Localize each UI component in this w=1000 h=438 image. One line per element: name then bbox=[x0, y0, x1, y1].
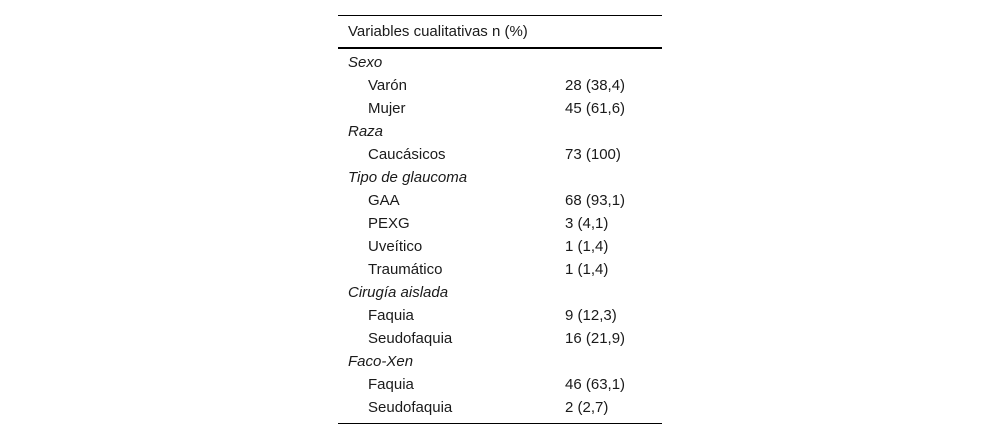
row-value: 16 (21,9) bbox=[565, 330, 626, 347]
table-row bbox=[338, 74, 662, 97]
table-row bbox=[338, 212, 662, 235]
section-header-row bbox=[338, 120, 662, 143]
section-header-row bbox=[338, 281, 662, 304]
data-table bbox=[338, 15, 662, 424]
section-header-row bbox=[338, 51, 662, 74]
row-label: Traumático bbox=[368, 261, 443, 278]
row-label: Seudofaquia bbox=[368, 330, 453, 347]
row-label: Faquia bbox=[368, 376, 414, 393]
bottom-rule bbox=[338, 423, 662, 424]
table-row bbox=[338, 235, 662, 258]
table-row bbox=[338, 258, 662, 281]
row-value: 2 (2,7) bbox=[565, 399, 609, 416]
section-title: Raza bbox=[348, 123, 384, 140]
section-header-row bbox=[338, 350, 662, 373]
table-row bbox=[338, 143, 662, 166]
row-value: 68 (93,1) bbox=[565, 192, 626, 209]
row-label: Faquia bbox=[368, 307, 414, 324]
row-value: 45 (61,6) bbox=[565, 100, 626, 117]
table-row bbox=[338, 396, 662, 419]
row-label: Caucásicos bbox=[368, 146, 446, 163]
row-value: 3 (4,1) bbox=[565, 215, 609, 232]
row-label: Mujer bbox=[368, 100, 406, 117]
section-title: Tipo de glaucoma bbox=[348, 169, 468, 186]
section-title: Faco-Xen bbox=[348, 353, 414, 370]
row-label: Uveítico bbox=[368, 238, 423, 255]
row-value: 9 (12,3) bbox=[565, 307, 617, 324]
table-row bbox=[338, 189, 662, 212]
row-value: 46 (63,1) bbox=[565, 376, 626, 393]
section-header-row bbox=[338, 166, 662, 189]
row-label: Seudofaquia bbox=[368, 399, 453, 416]
row-label: GAA bbox=[368, 192, 400, 209]
row-label: PEXG bbox=[368, 215, 410, 232]
row-value: 1 (1,4) bbox=[565, 238, 609, 255]
table-row bbox=[338, 97, 662, 120]
section-title: Sexo bbox=[348, 54, 383, 71]
row-value: 1 (1,4) bbox=[565, 261, 609, 278]
header-label: Variables cualitativas n (%) bbox=[348, 23, 528, 40]
section-title: Cirugía aislada bbox=[348, 284, 449, 301]
table-row bbox=[338, 373, 662, 396]
row-value: 28 (38,4) bbox=[565, 77, 626, 94]
row-value: 73 (100) bbox=[565, 146, 621, 163]
table-body bbox=[338, 49, 662, 423]
table-row bbox=[338, 327, 662, 350]
table-header bbox=[338, 16, 662, 47]
table-row bbox=[338, 304, 662, 327]
row-label: Varón bbox=[368, 77, 407, 94]
